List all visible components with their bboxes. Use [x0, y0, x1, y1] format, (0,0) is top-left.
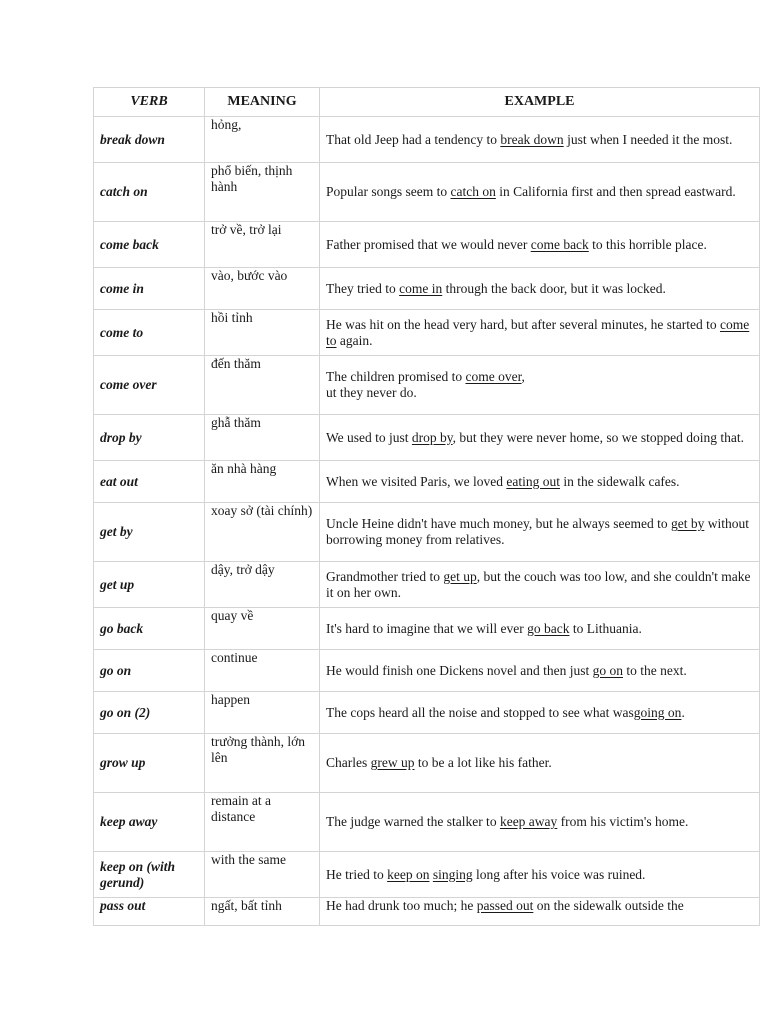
example-text: in the sidewalk cafes. [559, 473, 680, 489]
example-cell [320, 793, 760, 852]
example-text: He tried to [326, 866, 388, 882]
example-text: The cops heard all the noise and stopped to see what was [326, 704, 634, 720]
table-row [94, 898, 760, 926]
example-cell [320, 415, 760, 461]
meaning-cell: trở về, trở lại [205, 222, 320, 268]
example-highlight: singing [432, 866, 473, 882]
example-text: That old Jeep had a tendency to [326, 131, 501, 147]
example-text: without borrowing money from relatives. [326, 516, 749, 547]
example-text: He would finish one Dickens novel and then just [326, 662, 593, 678]
verb-cell: grow up [94, 734, 205, 793]
example-highlight: keep on [387, 866, 430, 882]
meaning-cell: hồi tỉnh [205, 310, 320, 356]
table-row [94, 415, 760, 461]
verb-cell: come to [94, 310, 205, 356]
example-text: The children promised to [326, 369, 466, 384]
meaning-cell: hỏng, [205, 117, 320, 163]
example-text: to Lithuania. [569, 620, 642, 636]
example-cell [320, 898, 760, 926]
verb-cell: keep away [94, 793, 205, 852]
example-highlight: get up [443, 568, 477, 584]
header-row [94, 88, 760, 117]
table-row [94, 608, 760, 650]
example-cell [320, 650, 760, 692]
meaning-cell: continue [205, 650, 320, 692]
example-cell [320, 852, 760, 898]
example-text: It's hard to imagine that we will ever [326, 620, 528, 636]
example-text: , but the couch was too low, and she couldn't make it on her own. [326, 568, 751, 600]
example-text: Grandmother tried to [326, 568, 444, 584]
verb-cell: get up [94, 562, 205, 608]
example-text: from his victim's home. [557, 814, 689, 829]
header-example: EXAMPLE [320, 88, 760, 117]
table-row [94, 503, 760, 562]
example-cell [320, 222, 760, 268]
verb-cell: come back [94, 222, 205, 268]
example-cell [320, 461, 760, 503]
example-highlight: come in [399, 280, 443, 296]
example-highlight: go back [527, 620, 570, 636]
example-text: Popular songs seem to [326, 184, 451, 199]
example-highlight: drop by [411, 429, 453, 445]
phrasal-verb-table [93, 87, 760, 926]
example-highlight: keep away [499, 814, 558, 829]
example-highlight: go on [592, 662, 623, 678]
verb-cell: pass out [94, 898, 205, 926]
table-row [94, 461, 760, 503]
verb-cell: break down [94, 117, 205, 163]
verb-cell: drop by [94, 415, 205, 461]
meaning-cell: ngất, bất tỉnh [205, 898, 320, 926]
example-cell [320, 734, 760, 793]
header-meaning: MEANING [205, 88, 320, 117]
table-row [94, 793, 760, 852]
example-text: in California first and then spread eastward. [495, 184, 736, 199]
meaning-cell: happen [205, 692, 320, 734]
meaning-cell: quay về [205, 608, 320, 650]
example-text: The judge warned the stalker to [326, 814, 500, 829]
table-row [94, 852, 760, 898]
example-text: Father promised that we would never [326, 236, 531, 252]
example-text: , ut they never do. [326, 369, 525, 400]
example-text: , but they were never home, so we stopped doing that. [452, 429, 744, 445]
table-row [94, 692, 760, 734]
table-row [94, 117, 760, 163]
example-highlight: come back [530, 236, 589, 252]
meaning-cell: xoay sở (tài chính) [205, 503, 320, 562]
example-text: to be a lot like his father. [414, 755, 552, 770]
example-text: to this horrible place. [588, 236, 707, 252]
example-highlight: get by [670, 516, 705, 531]
header-verb: VERB [94, 88, 205, 117]
table-row [94, 650, 760, 692]
verb-cell: eat out [94, 461, 205, 503]
meaning-cell: trưởng thành, lớn lên [205, 734, 320, 793]
meaning-cell: đến thăm [205, 356, 320, 415]
example-cell [320, 268, 760, 310]
example-highlight: going on [633, 704, 682, 720]
meaning-cell: remain at a distance [205, 793, 320, 852]
table-row [94, 310, 760, 356]
example-cell [320, 117, 760, 163]
meaning-cell: dậy, trở dậy [205, 562, 320, 608]
example-text: through the back door, but it was locked. [442, 280, 666, 296]
example-highlight: grew up [370, 755, 415, 770]
example-text: . [681, 704, 685, 720]
verb-cell: get by [94, 503, 205, 562]
example-highlight: passed out [476, 898, 534, 913]
example-text: He had drunk too much; he [326, 898, 477, 913]
example-text: Charles [326, 755, 371, 770]
example-highlight: come over [465, 369, 522, 384]
verb-cell: go back [94, 608, 205, 650]
example-text: He was hit on the head very hard, but after several minutes, he started to [326, 316, 720, 332]
table-row [94, 734, 760, 793]
table-row [94, 222, 760, 268]
example-text: just when I needed it the most. [563, 131, 733, 147]
verb-cell: keep on (with gerund) [94, 852, 205, 898]
table-row [94, 268, 760, 310]
verb-cell: go on (2) [94, 692, 205, 734]
example-cell [320, 356, 760, 415]
example-highlight: eating out [506, 473, 560, 489]
example-cell [320, 503, 760, 562]
example-text: We used to just [326, 429, 412, 445]
example-highlight: come to [326, 316, 750, 348]
example-text: Uncle Heine didn't have much money, but he always seemed to [326, 516, 671, 531]
example-text: on the sidewalk outside the [533, 898, 684, 913]
example-text: again. [336, 332, 373, 348]
example-text: to the next. [622, 662, 687, 678]
meaning-cell: ăn nhà hàng [205, 461, 320, 503]
table-row [94, 163, 760, 222]
meaning-cell: vào, bước vào [205, 268, 320, 310]
table-row [94, 356, 760, 415]
example-text: When we visited Paris, we loved [326, 473, 507, 489]
example-cell [320, 692, 760, 734]
example-text: They tried to [326, 280, 400, 296]
verb-cell: go on [94, 650, 205, 692]
table-body [94, 117, 760, 926]
verb-cell: come in [94, 268, 205, 310]
meaning-cell: ghẫ thăm [205, 415, 320, 461]
table-row [94, 562, 760, 608]
example-cell [320, 608, 760, 650]
verb-cell: catch on [94, 163, 205, 222]
example-cell [320, 310, 760, 356]
example-cell [320, 562, 760, 608]
meaning-cell: with the same [205, 852, 320, 898]
meaning-cell: phổ biến, thịnh hành [205, 163, 320, 222]
example-text: long after his voice was ruined. [472, 866, 646, 882]
example-cell [320, 163, 760, 222]
example-highlight: break down [500, 131, 564, 147]
verb-cell: come over [94, 356, 205, 415]
example-highlight: catch on [450, 184, 496, 199]
